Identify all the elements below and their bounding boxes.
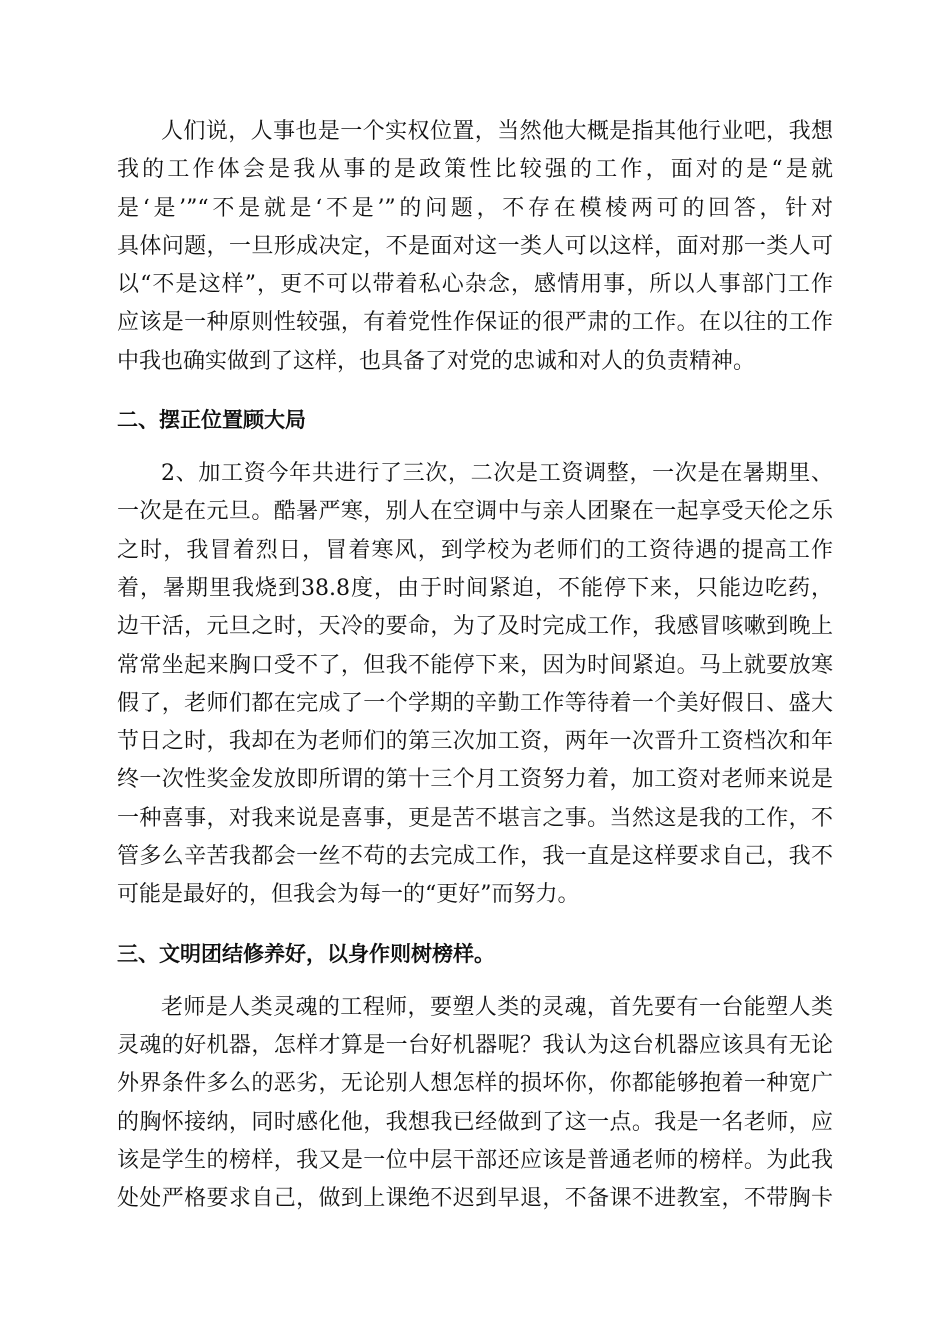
text-line: 处处严格要求自己，做到上课绝不迟到早退，不备课不进教室，不带胸卡: [117, 1186, 833, 1212]
text-line: 具体问题，一旦形成决定，不是面对这一类人可以这样，面对那一类人可: [117, 233, 833, 259]
paragraph-personnel-work: [117, 113, 833, 381]
document-page: [117, 113, 833, 1237]
section-heading-2: 二、摆正位置顾大局: [117, 408, 306, 433]
text-line: 一种喜事，对我来说是喜事，更是苦不堪言之事。当然这是我的工作，不: [117, 805, 833, 831]
text-line: 以“不是这样”，更不可以带着私心杂念，感情用事，所以人事部门工作: [117, 272, 833, 298]
text-line: 中我也确实做到了这样，也具备了对党的忠诚和对人的负责精神。: [117, 348, 756, 374]
text-line: 的胸怀接纳，同时感化他，我想我已经做到了这一点。我是一名老师，应: [117, 1109, 833, 1135]
text-line: 是‘是’”“不是就是‘不是’”的问题，不存在模棱两可的回答，针对: [117, 195, 833, 221]
text-line: 外界条件多么的恶劣，无论别人想怎样的损坏你，你都能够抱着一种宽广: [117, 1071, 833, 1097]
text-line: 假了，老师们都在完成了一个学期的辛勤工作等待着一个美好假日、盛大: [117, 690, 833, 716]
text-line: 该是学生的榜样，我又是一位中层干部还应该是普通老师的榜样。为此我: [117, 1147, 833, 1173]
text-line: 一次是在元旦。酷暑严寒，别人在空调中与亲人团聚在一起享受天伦之乐: [117, 499, 833, 525]
text-line: 我的工作体会是我从事的是政策性比较强的工作，面对的是“是就: [117, 157, 833, 183]
text-line: 灵魂的好机器，怎样才算是一台好机器呢？我认为这台机器应该具有无论: [117, 1032, 833, 1058]
section-heading-3: 三、文明团结修养好，以身作则树榜样。: [117, 941, 495, 966]
text-line: 应该是一种原则性较强，有着党性作保证的很严肃的工作。在以往的工作: [117, 310, 833, 336]
text-line: 2、加工资今年共进行了三次，二次是工资调整，一次是在暑期里、: [161, 461, 833, 487]
text-line: 老师是人类灵魂的工程师，要塑人类的灵魂，首先要有一台能塑人类: [161, 994, 833, 1020]
text-line: 人们说，人事也是一个实权位置，当然他大概是指其他行业吧，我想: [161, 119, 833, 144]
text-line: 着，暑期里我烧到38.8度，由于时间紧迫，不能停下来，只能边吃药，: [117, 575, 833, 601]
text-line: 可能是最好的，但我会为每一的“更好”而努力。: [117, 882, 580, 908]
text-line: 常常坐起来胸口受不了，但我不能停下来，因为时间紧迫。马上就要放寒: [117, 652, 833, 678]
text-line: 终一次性奖金发放即所谓的第十三个月工资努力着，加工资对老师来说是: [117, 767, 833, 793]
text-line: 节日之时，我却在为老师们的第三次加工资，两年一次晋升工资档次和年: [117, 729, 833, 755]
text-line: 管多么辛苦我都会一丝不苟的去完成工作，我一直是这样要求自己，我不: [117, 844, 833, 870]
text-line: 之时，我冒着烈日，冒着寒风，到学校为老师们的工资待遇的提高工作: [117, 537, 833, 563]
paragraph-salary-work: [117, 455, 833, 915]
text-line: 边干活，元旦之时，天冷的要命，为了及时完成工作，我感冒咳嗽到晚上: [117, 614, 833, 640]
paragraph-role-model: [117, 989, 833, 1219]
